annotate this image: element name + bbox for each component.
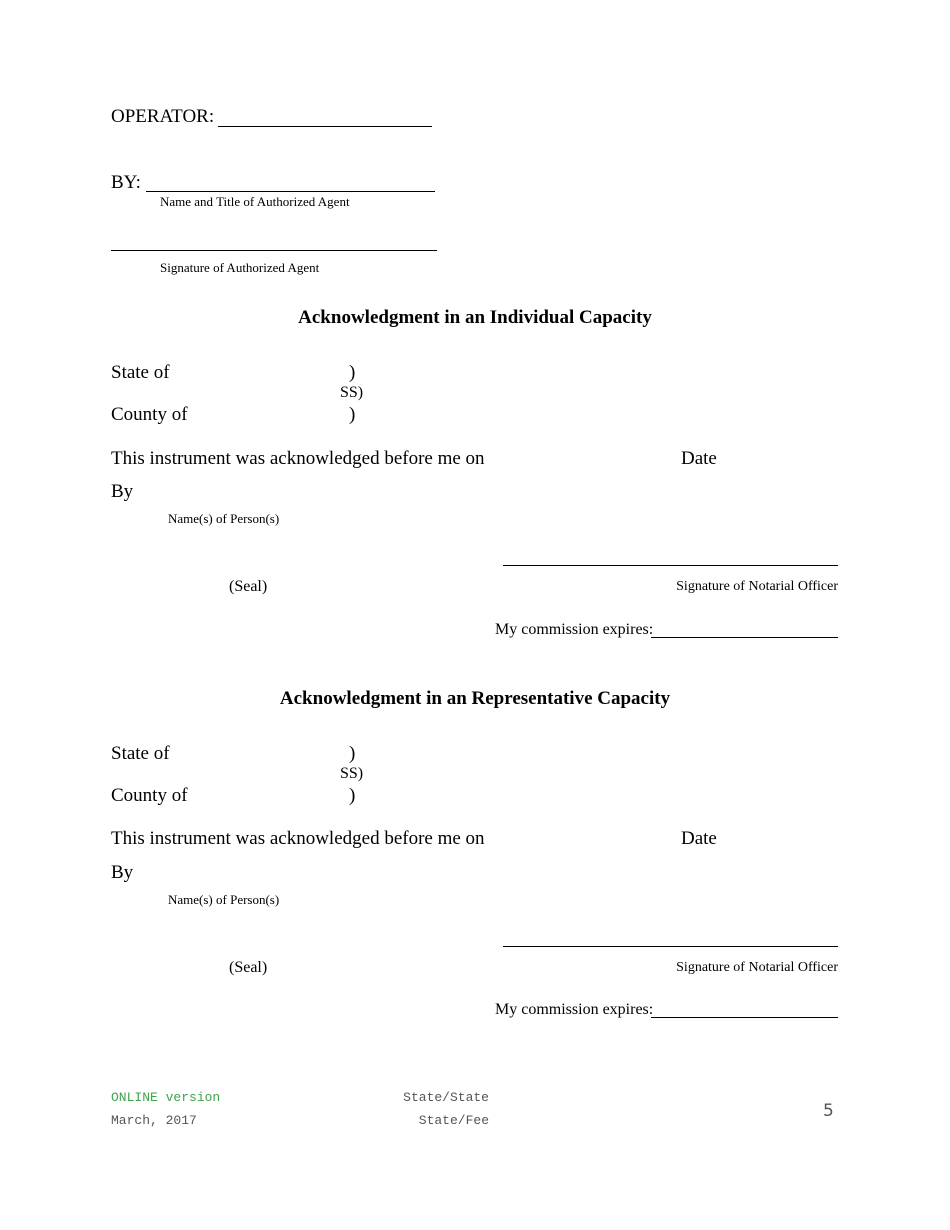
by-persons-label: By — [111, 862, 134, 883]
commission-label: My commission expires: — [495, 621, 654, 638]
date-label: Date — [681, 448, 717, 469]
section-heading-individual: Acknowledgment in an Individual Capacity — [298, 307, 652, 328]
operator-label: OPERATOR: — [111, 106, 215, 127]
commission-line — [651, 637, 838, 638]
ack-text: This instrument was acknowledged before me on — [111, 448, 485, 469]
notary-signature-line — [503, 946, 838, 947]
ss-label: SS) — [340, 384, 364, 401]
state-of-label: State of — [111, 362, 170, 383]
footer-date: March, 2017 — [111, 1113, 197, 1128]
by-label: BY: — [111, 172, 141, 193]
footer-state-state: State/State — [403, 1090, 489, 1105]
footer-state-fee: State/Fee — [418, 1113, 489, 1128]
date-label: Date — [681, 828, 717, 849]
ss-label: SS) — [340, 765, 364, 782]
seal-label: (Seal) — [229, 959, 268, 976]
names-caption: Name(s) of Person(s) — [168, 511, 280, 526]
ack-text: This instrument was acknowledged before me on — [111, 828, 485, 849]
commission-label: My commission expires: — [495, 1001, 654, 1018]
signature-line — [111, 250, 437, 251]
county-of-label: County of — [111, 404, 188, 425]
page-number: 5 — [823, 1101, 834, 1121]
commission-line — [651, 1017, 838, 1018]
paren-open: ) — [349, 743, 356, 764]
operator-line — [218, 126, 432, 127]
notary-signature-line — [503, 565, 838, 566]
section-heading-representative: Acknowledgment in an Representative Capacity — [279, 688, 671, 709]
paren-open: ) — [349, 362, 356, 383]
notary-signature-label: Signature of Notarial Officer — [676, 960, 838, 975]
by-line — [146, 191, 435, 192]
state-of-label: State of — [111, 743, 170, 764]
county-of-label: County of — [111, 785, 188, 806]
notary-signature-label: Signature of Notarial Officer — [676, 579, 838, 594]
seal-label: (Seal) — [229, 578, 268, 595]
footer-version: ONLINE version — [111, 1090, 221, 1105]
signature-caption: Signature of Authorized Agent — [160, 260, 320, 275]
paren-close: ) — [349, 404, 356, 425]
by-persons-label: By — [111, 481, 134, 502]
name-title-caption: Name and Title of Authorized Agent — [160, 194, 350, 209]
names-caption: Name(s) of Person(s) — [168, 892, 280, 907]
paren-close: ) — [349, 785, 356, 806]
